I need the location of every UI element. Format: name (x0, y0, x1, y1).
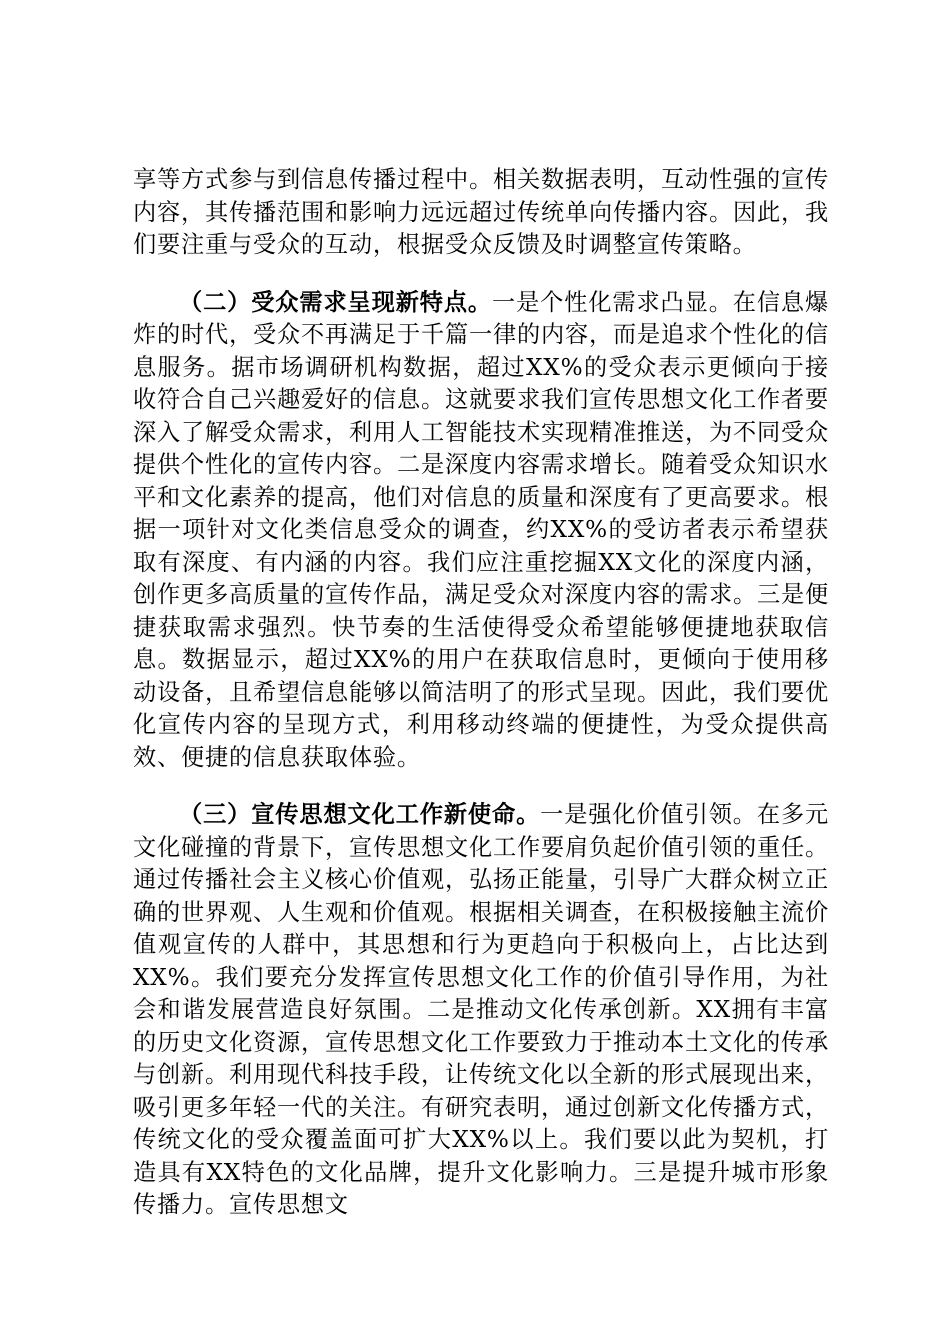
section-heading: （二）受众需求呈现新特点。 (179, 288, 492, 316)
paragraph-new-mission (133, 799, 829, 1222)
document-page (133, 164, 829, 1247)
section-heading: （三）宣传思想文化工作新使命。 (179, 801, 541, 828)
paragraph-audience-demand (133, 287, 829, 775)
paragraph-body: 一是强化价值引领。在多元文化碰撞的背景下，宣传思想文化工作要肩负起价值引领的重任。通过传播社会主义核心价值观，弘扬正能量，引导广大群众树立正确的世界观、人生观和价值观。根据相关调查，在积极接触主流价值观宣传的人群中，其思想和行为更趋向于积极向上，占比达到XX%。我们要充分发挥宣传思想文化工作的价值引导作用，为社会和谐发展营造良好氛围。二是推动文化传承创新。XX拥有丰富的历史文化资源，宣传思想文化工作要致力于推动本土文化的传承与创新。利用现代科技手段，让传统文化以全新的形式展现出来，吸引更多年轻一代的关注。有研究表明，通过创新文化传播方式，传统文化的受众覆盖面可扩大XX%以上。我们要以此为契机，打造具有XX特色的文化品牌，提升文化影响力。三是提升城市形象传播力。宣传思想文 (133, 801, 829, 1218)
paragraph-continuation (133, 164, 829, 262)
paragraph-body: 一是个性化需求凸显。在信息爆炸的时代，受众不再满足于千篇一律的内容，而是追求个性化的信息服务。据市场调研机构数据，超过XX%的受众表示更倾向于接收符合自己兴趣爱好的信息。这就要求我们宣传思想文化工作者要深入了解受众需求，利用人工智能技术实现精准推送，为不同受众提供个性化的宣传内容。二是深度内容需求增长。随着受众知识水平和文化素养的提高，他们对信息的质量和深度有了更高要求。根据一项针对文化类信息受众的调查，约XX%的受访者表示希望获取有深度、有内涵的内容。我们应注重挖掘XX文化的深度内涵，创作更多高质量的宣传作品，满足受众对深度内容的需求。三是便捷获取需求强烈。快节奏的生活使得受众希望能够便捷地获取信息。数据显示，超过XX%的用户在获取信息时，更倾向于使用移动设备，且希望信息能够以简洁明了的形式呈现。因此，我们要优化宣传内容的呈现方式，利用移动终端的便捷性，为受众提供高效、便捷的信息获取体验。 (133, 288, 829, 771)
paragraph-body: 享等方式参与到信息传播过程中。相关数据表明，互动性强的宣传内容，其传播范围和影响力远远超过传统单向传播内容。因此，我们要注重与受众的互动，根据受众反馈及时调整宣传策略。 (133, 166, 829, 258)
